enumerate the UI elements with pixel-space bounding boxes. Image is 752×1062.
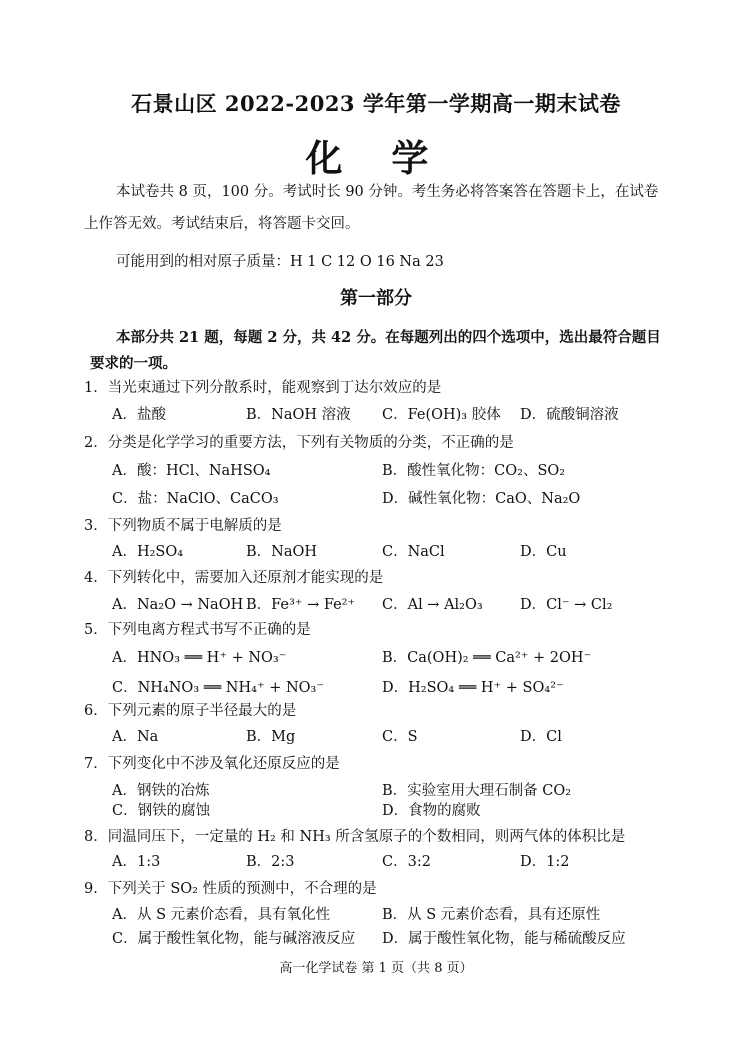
question-3-stem: 3．下列物质不属于电解质的是 — [84, 518, 282, 534]
question-2-option-d: D．碱性氧化物：CaO、Na₂O — [382, 491, 581, 507]
question-9-option-a: A．从 S 元素价态看，具有氧化性 — [112, 907, 331, 923]
instructions-line1: 本试卷共 8 页，100 分。考试时长 90 分钟。考生务必将答案答在答题卡上，在试卷 — [116, 184, 659, 200]
question-4-option-a: A．Na₂O → NaOH — [112, 597, 244, 613]
question-2-option-b: B．酸性氧化物：CO₂、SO₂ — [382, 463, 566, 479]
question-8-option-c: C．3:2 — [382, 854, 431, 870]
question-3-option-c: C．NaCl — [382, 544, 445, 560]
question-4-stem: 4．下列转化中，需要加入还原剂才能实现的是 — [84, 570, 384, 586]
question-9-option-d: D．属于酸性氧化物，能与稀硫酸反应 — [382, 931, 626, 947]
question-1-stem: 1．当光束通过下列分散系时，能观察到丁达尔效应的是 — [84, 380, 442, 396]
question-7-option-a: A．钢铁的冶炼 — [112, 783, 210, 799]
question-4-option-b: B．Fe³⁺ → Fe²⁺ — [246, 597, 356, 613]
question-2-option-c: C．盐：NaClO、CaCO₃ — [112, 491, 279, 507]
instructions-line2: 上作答无效。考试结束后，将答题卡交回。 — [84, 216, 360, 232]
question-5-option-b: B．Ca(OH)₂ ══ Ca²⁺ + 2OH⁻ — [382, 650, 592, 666]
question-1-option-d: D．硫酸铜溶液 — [520, 407, 619, 423]
question-7-option-c: C．钢铁的腐蚀 — [112, 803, 211, 819]
question-7-option-b: B．实验室用大理石制备 CO₂ — [382, 783, 572, 799]
question-8-option-a: A．1:3 — [112, 854, 161, 870]
question-5-stem: 5．下列电离方程式书写不正确的是 — [84, 622, 311, 638]
question-6-option-a: A．Na — [112, 729, 159, 745]
question-9-option-b: B．从 S 元素价态看，具有还原性 — [382, 907, 601, 923]
question-1-option-a: A．盐酸 — [112, 407, 166, 423]
question-3-option-a: A．H₂SO₄ — [112, 544, 184, 560]
question-6-option-c: C．S — [382, 729, 418, 745]
question-2-option-a: A．酸：HCl、NaHSO₄ — [112, 463, 271, 479]
question-9-option-c: C．属于酸性氧化物，能与碱溶液反应 — [112, 931, 356, 947]
question-4-option-d: D．Cl⁻ → Cl₂ — [520, 597, 613, 613]
question-5-option-c: C．NH₄NO₃ ══ NH₄⁺ + NO₃⁻ — [112, 680, 325, 696]
question-1-option-b: B．NaOH 溶液 — [246, 407, 351, 423]
question-9-stem: 9．下列关于 SO₂ 性质的预测中，不合理的是 — [84, 881, 377, 897]
part-description-line1: 本部分共 21 题，每题 2 分，共 42 分。在每题列出的四个选项中，选出最符合题目 — [116, 329, 661, 346]
question-3-option-d: D．Cu — [520, 544, 567, 560]
question-8-stem: 8．同温同压下，一定量的 H₂ 和 NH₃ 所含氢原子的个数相同，则两气体的体积比是 — [84, 829, 626, 845]
question-6-option-b: B．Mg — [246, 729, 296, 745]
question-2-stem: 2．分类是化学学习的重要方法，下列有关物质的分类，不正确的是 — [84, 435, 514, 451]
question-4-option-c: C．Al → Al₂O₃ — [382, 597, 483, 613]
part-description-line2: 要求的一项。 — [90, 355, 177, 372]
page-footer: 高一化学试卷 第 1 页（共 8 页） — [279, 961, 473, 976]
question-7-option-d: D．食物的腐败 — [382, 803, 481, 819]
question-5-option-d: D．H₂SO₄ ══ H⁺ + SO₄²⁻ — [382, 680, 564, 696]
part-heading: 第一部分 — [340, 288, 412, 309]
atomic-mass-line: 可能用到的相对原子质量：H 1 C 12 O 16 Na 23 — [116, 254, 444, 270]
subject-title: 化 学 — [305, 136, 447, 180]
question-8-option-d: D．1:2 — [520, 854, 570, 870]
question-5-option-a: A．HNO₃ ══ H⁺ + NO₃⁻ — [112, 650, 287, 666]
exam-title: 石景山区 2022-2023 学年第一学期高一期末试卷 — [131, 91, 621, 116]
question-8-option-b: B．2:3 — [246, 854, 295, 870]
question-6-stem: 6．下列元素的原子半径最大的是 — [84, 703, 297, 719]
question-1-option-c: C．Fe(OH)₃ 胶体 — [382, 407, 501, 423]
question-6-option-d: D．Cl — [520, 729, 562, 745]
question-7-stem: 7．下列变化中不涉及氧化还原反应的是 — [84, 756, 340, 772]
question-3-option-b: B．NaOH — [246, 544, 318, 560]
